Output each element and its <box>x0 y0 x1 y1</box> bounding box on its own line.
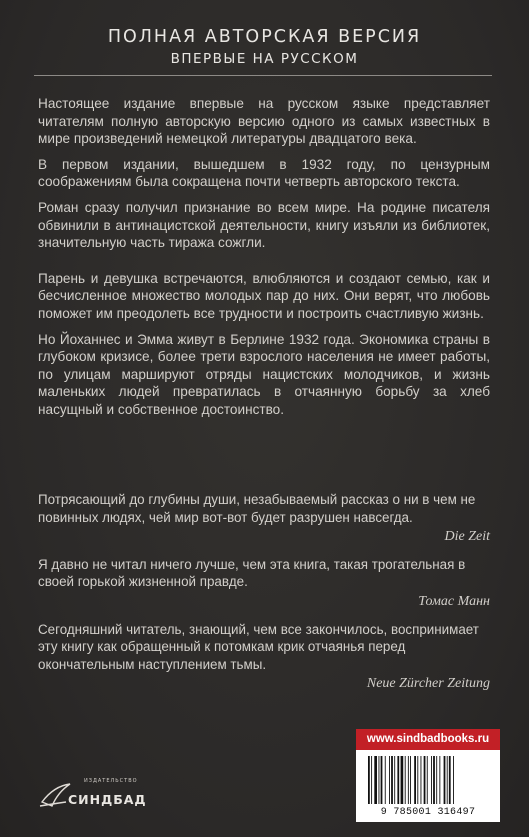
quote-source: Neue Zürcher Zeitung <box>366 676 490 692</box>
paragraph: Настоящее издание впервые на русском языке представляет читателям полную авторскую версию одного из самых известных в мире произведений немецкой литературы двадцатого века. <box>38 96 490 147</box>
quote-text: Сегодняшний читатель, знающий, чем все закончилось, воспринимает эту книгу как обращенный к потомкам крик отчаянья перед окончательным наступлением тьмы. <box>38 621 479 672</box>
isbn-barcode <box>356 750 500 822</box>
description-text <box>38 95 490 427</box>
barcode-bar <box>433 756 435 804</box>
publisher-tagline: ИЗДАТЕЛЬСТВО <box>84 778 138 784</box>
barcode-bar <box>410 756 411 804</box>
barcode-bar <box>379 756 380 804</box>
barcode-bar <box>389 756 390 804</box>
review-quote <box>38 621 490 693</box>
barcode-bar <box>436 756 437 804</box>
barcode-bar <box>414 756 416 804</box>
paragraph: В первом издании, вышедшем в 1932 году, по цензурным соображениям была сокращена почти четверть авторского текста. <box>38 156 490 190</box>
barcode-bar <box>408 756 409 804</box>
header-subtitle: ВПЕРВЫЕ НА РУССКОМ <box>170 51 359 67</box>
barcode-bar <box>394 756 395 804</box>
barcode-bar <box>374 756 377 804</box>
barcode-icon <box>366 756 490 806</box>
barcode-bar <box>421 756 422 804</box>
cover-header <box>0 26 529 68</box>
paragraph: Роман сразу получил признание во всем мире. На родине писателя обвинили в антинацистской деятельности, книгу изъяли из библиотек, значительную часть тиража сожгли. <box>38 199 490 251</box>
quote-source: Die Zeit <box>444 529 490 545</box>
website-label: www.sindbadbooks.ru <box>356 729 500 750</box>
quote-source: Томас Манн <box>418 593 490 609</box>
barcode-bar <box>424 756 426 804</box>
barcode-bar <box>368 756 370 804</box>
barcode-bar <box>427 756 428 804</box>
barcode-bar <box>397 756 399 804</box>
review-quote <box>38 556 490 611</box>
barcode-bar <box>444 756 446 804</box>
barcode-bar <box>371 756 372 804</box>
publisher-logo <box>38 776 158 816</box>
publisher-name: СИНДБАД <box>68 792 147 807</box>
isbn-number: 9 785001 316497 <box>380 807 476 818</box>
barcode-bar <box>385 756 386 804</box>
barcode-bar <box>447 756 448 804</box>
review-quotes <box>38 491 490 703</box>
barcode-bar <box>391 756 393 804</box>
barcode-bar <box>453 756 454 804</box>
barcode-bar <box>439 756 440 804</box>
header-title: ПОЛНАЯ АВТОРСКАЯ ВЕРСИЯ <box>107 27 422 47</box>
barcode-bar <box>449 756 451 804</box>
barcode-bar <box>431 756 432 804</box>
barcode-bar <box>405 756 406 804</box>
sail-icon <box>38 780 72 814</box>
header-divider <box>34 75 492 76</box>
review-quote <box>38 491 490 546</box>
quote-text: Я давно не читал ничего лучше, чем эта книга, такая трогательная в своей горькой жизненной правде. <box>38 556 466 590</box>
barcode-bar <box>417 756 418 804</box>
quote-text: Потрясающий до глубины души, незабываемый рассказ о ни в чем не повинных людях, чей мир вот-вот будет разрушен навсегда. <box>38 492 476 525</box>
barcode-bar <box>381 756 383 804</box>
barcode-bar <box>401 756 404 804</box>
paragraph: Парень и девушка встречаются, влюбляются и создают семью, как и бесчисленное множество молодых пар до них. Они верят, что любовь поможет им преодолеть все трудности и построить счастливую жизнь. <box>38 270 490 321</box>
paragraph: Но Йоханнес и Эмма живут в Берлине 1932 года. Экономика страны в глубоком кризисе, более трети взрослого населения не имеет работы, по улицам маршируют отряды нацистских молодчиков, и жизнь маленьких людей превратилась в отчаянную борьбу за хлеб насущный и собственное достоинство. <box>38 331 490 417</box>
